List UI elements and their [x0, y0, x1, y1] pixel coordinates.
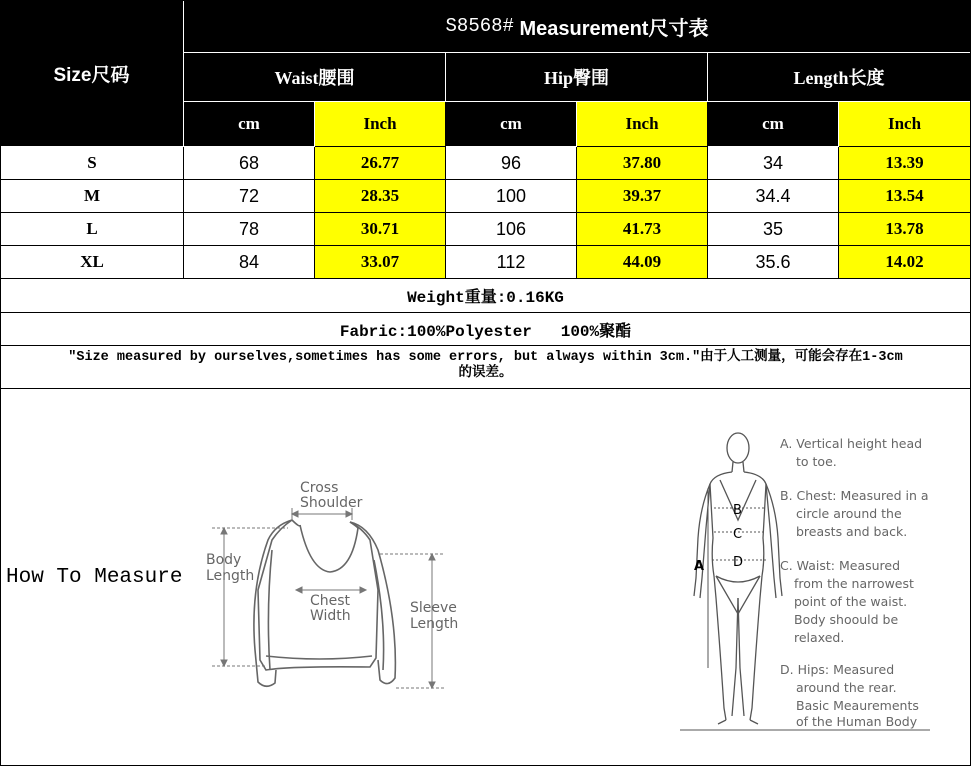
size-header: [0, 0, 184, 147]
body-note: C. Waist: Measured: [780, 558, 901, 573]
body-note: A. Vertical height head: [780, 436, 923, 451]
hip-cm-value: 106: [495, 218, 527, 239]
group-hip: [446, 53, 708, 102]
table-cell: [577, 147, 708, 180]
body-note: relaxed.: [794, 630, 845, 645]
table-cell: [708, 213, 839, 246]
body-note: Body shoould be: [794, 612, 899, 627]
waist-cm-value: 68: [238, 152, 260, 173]
note-line-2: 的误差。: [458, 366, 513, 381]
body-length-label-2: Length: [206, 568, 255, 584]
unit-cm: [708, 102, 839, 147]
garment-diagram: [200, 470, 470, 705]
body-note: around the rear.: [796, 680, 897, 695]
body-note: of the Human Body: [796, 714, 918, 729]
waist-cm-value: 78: [238, 218, 260, 239]
table-cell: [708, 147, 839, 180]
table-row-size: [0, 180, 184, 213]
table-cell: [577, 246, 708, 279]
table-cell: [577, 180, 708, 213]
body-note: B. Chest: Measured in a: [780, 488, 929, 503]
table-cell: [184, 147, 315, 180]
table-cell: [184, 180, 315, 213]
unit-label: cm: [500, 114, 522, 133]
group-hip-label: Hip臀围: [543, 68, 609, 88]
table-cell: [446, 180, 577, 213]
group-length: [708, 53, 971, 102]
table-cell: [315, 180, 446, 213]
sleeve-length-label-2: Length: [410, 616, 459, 632]
unit-label: Inch: [363, 114, 397, 133]
waist-inch-value: 30.71: [360, 219, 400, 238]
group-waist: [184, 53, 446, 102]
mark-a: A: [694, 559, 705, 574]
body-note: to toe.: [796, 454, 837, 469]
hip-cm-value: 112: [496, 251, 526, 272]
note-row: [0, 346, 971, 389]
length-inch-value: 13.39: [885, 153, 924, 172]
unit-label: cm: [762, 114, 784, 133]
unit-cm: [446, 102, 577, 147]
table-cell: [315, 213, 446, 246]
hip-inch-value: 39.37: [622, 186, 662, 205]
table-cell: [446, 246, 577, 279]
waist-inch-value: 28.35: [360, 186, 400, 205]
unit-inch: [839, 102, 971, 147]
sleeve-length-label: Sleeve: [410, 600, 457, 616]
table-cell: [184, 213, 315, 246]
length-inch-value: 14.02: [885, 252, 924, 271]
waist-cm-value: 72: [238, 185, 260, 206]
cross-shoulder-label-2: Shoulder: [300, 495, 363, 511]
table-title: [184, 0, 971, 53]
unit-inch: [315, 102, 446, 147]
table-cell: [446, 147, 577, 180]
size-value: XL: [80, 252, 104, 271]
mark-c: C: [733, 527, 743, 542]
note-line-1: "Size measured by ourselves,sometimes has some errors, but always within 3cm."由于人工测量，可能会存在1-3cm: [68, 350, 903, 365]
waist-inch-value: 33.07: [360, 252, 400, 271]
length-cm-value: 35: [762, 218, 784, 239]
length-cm-value: 34: [762, 152, 784, 173]
fabric-text: Fabric:100%Polyester 100%聚酯: [339, 322, 632, 341]
length-inch-value: 13.78: [885, 219, 924, 238]
waist-inch-value: 26.77: [360, 153, 400, 172]
table-cell: [839, 147, 971, 180]
size-value: S: [87, 153, 97, 172]
size-value: M: [83, 186, 101, 205]
weight-text: Weight重量:0.16KG: [407, 289, 564, 307]
hip-inch-value: 41.73: [622, 219, 662, 238]
body-note: D. Hips: Measured: [780, 662, 895, 677]
body-diagram: [680, 428, 940, 738]
length-cm-value: 35.6: [755, 251, 791, 272]
unit-cm: [184, 102, 315, 147]
unit-label: cm: [238, 114, 260, 133]
title-code: S8568#: [445, 15, 514, 37]
table-row-size: [0, 246, 184, 279]
length-cm-value: 34.4: [755, 185, 791, 206]
unit-label: Inch: [625, 114, 659, 133]
table-row-size: [0, 213, 184, 246]
size-header-label: Size尺码: [53, 64, 130, 86]
waist-cm-value: 84: [238, 251, 260, 272]
how-to-measure-label: How To Measure: [6, 566, 183, 589]
group-length-label: Length长度: [793, 68, 885, 88]
body-note: Basic Meaurements: [796, 698, 919, 713]
unit-inch: [577, 102, 708, 147]
table-cell: [839, 246, 971, 279]
hip-cm-value: 100: [495, 185, 527, 206]
group-waist-label: Waist腰围: [274, 68, 355, 88]
title-main: Measurement尺寸表: [513, 17, 709, 40]
body-note: circle around the: [796, 506, 902, 521]
table-row-size: [0, 147, 184, 180]
mark-b: B: [733, 503, 742, 518]
table-cell: [315, 147, 446, 180]
hip-inch-value: 44.09: [622, 252, 662, 271]
fabric-row: [0, 313, 971, 346]
body-note: breasts and back.: [796, 524, 908, 539]
hip-inch-value: 37.80: [622, 153, 662, 172]
table-cell: [708, 180, 839, 213]
table-cell: [839, 180, 971, 213]
table-cell: [708, 246, 839, 279]
table-cell: [315, 246, 446, 279]
table-cell: [577, 213, 708, 246]
chest-width-label: Chest: [310, 593, 351, 609]
table-cell: [184, 246, 315, 279]
hip-cm-value: 96: [500, 152, 522, 173]
mark-d: D: [733, 555, 744, 570]
unit-label: Inch: [887, 114, 922, 133]
size-value: L: [86, 219, 98, 238]
table-cell: [446, 213, 577, 246]
body-note: point of the waist.: [794, 594, 908, 609]
chest-width-label-2: Width: [310, 608, 351, 624]
table-cell: [839, 213, 971, 246]
body-note: from the narrowest: [794, 576, 914, 591]
length-inch-value: 13.54: [885, 186, 924, 205]
body-length-label: Body: [206, 552, 242, 568]
cross-shoulder-label: Cross: [300, 480, 339, 496]
weight-row: [0, 279, 971, 313]
